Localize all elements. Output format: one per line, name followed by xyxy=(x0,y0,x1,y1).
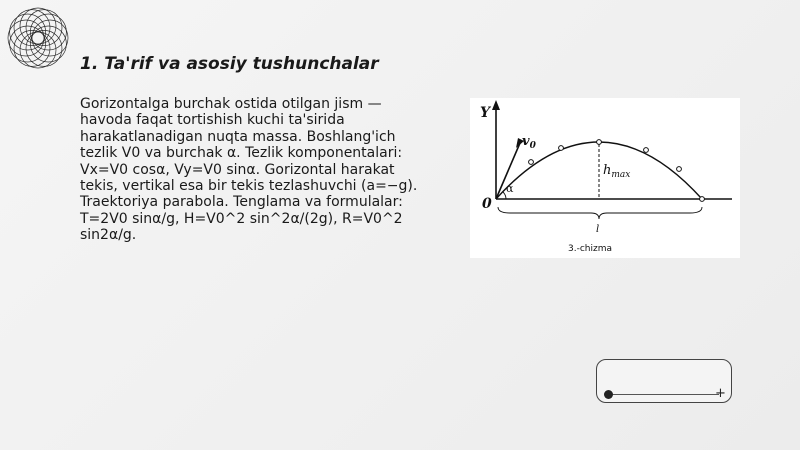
slide-body-text: Gorizontalga burchak ostida otilgan jism — havoda faqat tortishish kuchi ta'sirida harakatlanadigan nuqta massa. Boshlang'ich tezlik V0 va burchak α. Tezlik komponentalari: Vx=V0 cosα, Vy=V0 sinα. Gorizontal harakat tekis, vertikal esa bir tekis tezlashuvchi (a=−g). Traektoriya parabola. Tenglama va formulalar: T=2V0 sinα/g, H=V0^2 sin^2α/(2g), R=V0^2 sin2α/g. xyxy=(80,96,418,244)
range-label: l xyxy=(596,224,600,235)
y-axis-label: Y xyxy=(480,105,490,121)
spirograph-logo-icon xyxy=(4,4,72,72)
velocity-label: $v_0$ xyxy=(522,134,536,151)
seek-handle[interactable] xyxy=(604,390,613,399)
trajectory-point xyxy=(644,148,649,153)
trajectory-point xyxy=(597,140,602,145)
figure-background xyxy=(470,98,740,258)
figure-caption: 3.-chizma xyxy=(568,244,612,254)
trajectory-point xyxy=(559,146,564,151)
slide-title: 1. Ta'rif va asosiy tushunchalar xyxy=(80,54,379,74)
seek-track[interactable] xyxy=(607,394,719,395)
projectile-trajectory-figure xyxy=(470,98,740,258)
audio-player[interactable] xyxy=(596,359,732,403)
trajectory-point xyxy=(700,197,705,202)
trajectory-point xyxy=(529,160,534,165)
max-height-label: $h_{max}$ xyxy=(603,163,631,180)
origin-label: 0 xyxy=(482,196,492,212)
add-marker-icon: + xyxy=(715,386,726,401)
trajectory-point xyxy=(677,167,682,172)
angle-label: α xyxy=(506,182,514,195)
